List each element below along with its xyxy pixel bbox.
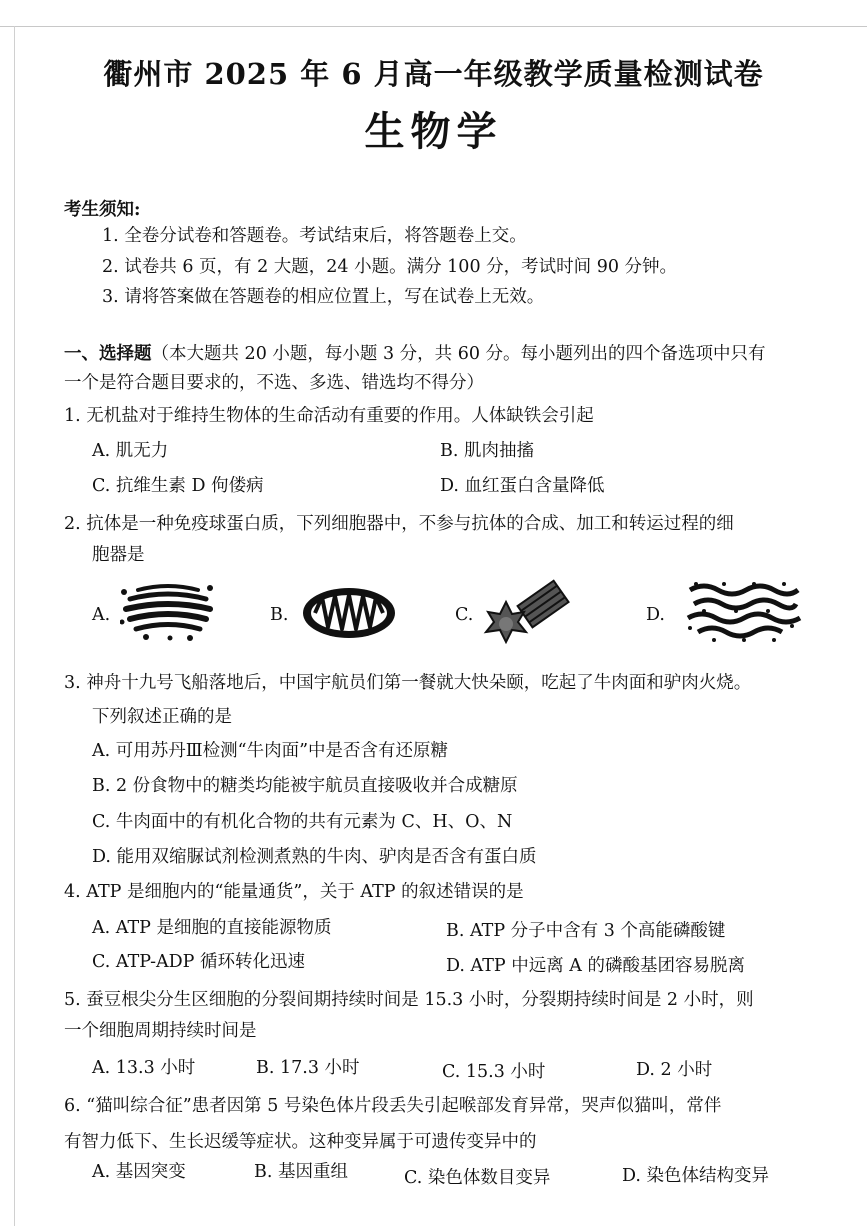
section-label: 一、选择题 xyxy=(64,344,152,364)
mitochondrion-icon xyxy=(300,585,398,645)
option-b: B. 17.3 小时 xyxy=(256,1058,360,1078)
option-a: A. xyxy=(92,605,111,625)
option-a: A. 13.3 小时 xyxy=(92,1058,196,1078)
notice-item: 2. 试卷共 6 页，有 2 大题，24 小题。满分 100 分，考试时间 90 分钟。 xyxy=(102,257,678,277)
page-top-border xyxy=(0,26,867,27)
option-c: C. xyxy=(455,605,474,625)
option-a: A. 可用苏丹Ⅲ检测“牛肉面”中是否含有还原糖 xyxy=(92,741,449,761)
option-a: A. 基因突变 xyxy=(92,1162,186,1182)
exam-subject: 生物学 xyxy=(364,108,503,155)
option-d: D. ATP 中远离 A 的磷酸基团容易脱离 xyxy=(446,956,745,976)
option-b: B. 基因重组 xyxy=(254,1162,348,1182)
option-c: C. 15.3 小时 xyxy=(442,1062,546,1082)
question-stem-cont: 有智力低下、生长迟缓等症状。这种变异属于可遗传变异中的 xyxy=(64,1132,537,1152)
notice-heading: 考生须知: xyxy=(64,200,141,220)
option-c: C. 染色体数目变异 xyxy=(404,1168,551,1188)
section-desc-line2: 一个是符合题目要求的，不选、多选、错选均不得分） xyxy=(64,373,484,393)
question-stem-cont: 一个细胞周期持续时间是 xyxy=(64,1021,257,1041)
option-c: C. 牛肉面中的有机化合物的共有元素为 C、H、O、N xyxy=(92,812,513,832)
option-d: D. 染色体结构变异 xyxy=(622,1166,770,1186)
option-c: C. 抗维生素 D 佝偻病 xyxy=(92,476,264,496)
option-d: D. 血红蛋白含量降低 xyxy=(440,476,605,496)
option-c: C. ATP-ADP 循环转化迅速 xyxy=(92,952,305,972)
page-left-border xyxy=(14,26,15,1226)
question-stem: 1. 无机盐对于维持生物体的生命活动有重要的作用。人体缺铁会引起 xyxy=(64,406,594,426)
golgi-apparatus-icon xyxy=(120,582,216,646)
notice-item: 1. 全卷分试卷和答题卷。考试结束后，将答题卷上交。 xyxy=(102,226,527,246)
question-stem: 5. 蚕豆根尖分生区细胞的分裂间期持续时间是 15.3 小时，分裂期持续时间是 2 小时，则 xyxy=(64,990,754,1010)
question-stem: 6. “猫叫综合征”患者因第 5 号染色体片段丢失引起喉部发育异常，哭声似猫叫，常伴 xyxy=(64,1096,722,1116)
exam-title: 衢州市 2025 年 6 月高一年级教学质量检测试卷 xyxy=(103,57,764,91)
section-heading xyxy=(64,340,766,365)
option-d: D. 2 小时 xyxy=(636,1060,713,1080)
centrosome-icon xyxy=(482,578,582,648)
question-stem-cont: 下列叙述正确的是 xyxy=(92,707,232,727)
notice-item: 3. 请将答案做在答题卷的相应位置上，写在试卷上无效。 xyxy=(102,287,545,307)
question-stem: 3. 神舟十九号飞船落地后，中国宇航员们第一餐就大快朵颐，吃起了牛肉面和驴肉火烧。 xyxy=(64,673,752,693)
endoplasmic-reticulum-icon xyxy=(684,580,802,648)
option-b: B. xyxy=(270,605,289,625)
question-stem: 4. ATP 是细胞内的“能量通货”，关于 ATP 的叙述错误的是 xyxy=(64,882,524,902)
question-stem: 2. 抗体是一种免疫球蛋白质，下列细胞器中，不参与抗体的合成、加工和转运过程的细 xyxy=(64,514,734,534)
option-b: B. 2 份食物中的糖类均能被宇航员直接吸收并合成糖原 xyxy=(92,776,518,796)
option-d: D. xyxy=(646,605,665,625)
section-desc: （本大题共 20 小题，每小题 3 分，共 60 分。每小题列出的四个备选项中只有 xyxy=(151,344,766,364)
option-d: D. 能用双缩脲试剂检测煮熟的牛肉、驴肉是否含有蛋白质 xyxy=(92,847,537,867)
option-a: A. ATP 是细胞的直接能源物质 xyxy=(92,918,332,938)
question-stem-cont: 胞器是 xyxy=(92,545,145,565)
option-b: B. 肌肉抽搐 xyxy=(440,441,534,461)
option-a: A. 肌无力 xyxy=(92,441,169,461)
option-b: B. ATP 分子中含有 3 个高能磷酸键 xyxy=(446,921,726,941)
